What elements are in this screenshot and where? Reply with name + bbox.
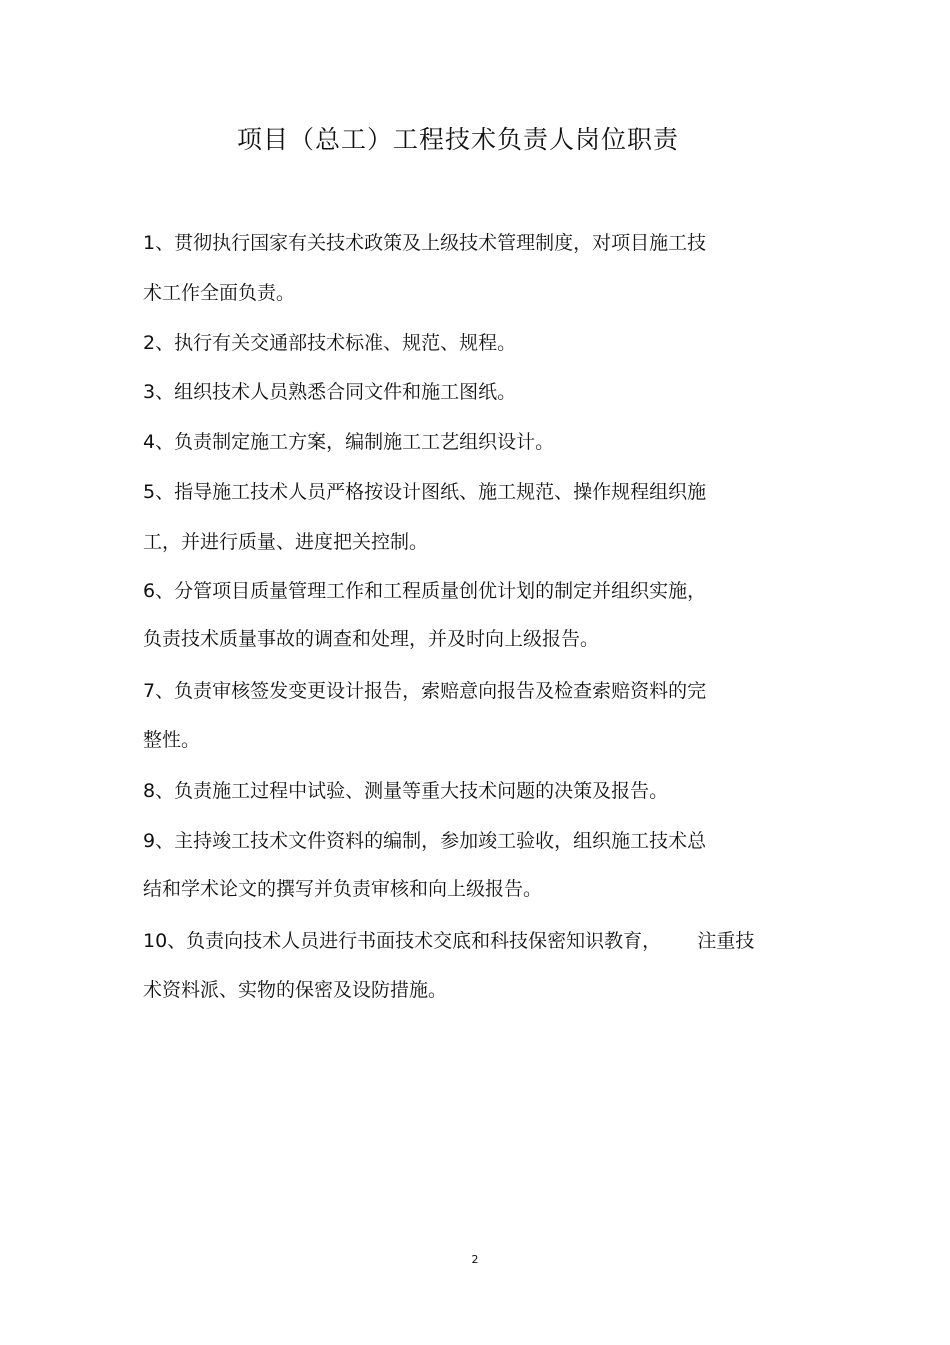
text-line-8: 6、分管项目质量管理工作和工程质量创优计划的制定并组织实施， [143,580,707,602]
text-line-7: 工，并进行质量、进度把关控制。 [143,531,429,553]
text-line-14: 结和学术论文的撰写并负责审核和向上级报告。 [143,878,543,900]
text-line-15: 10、负责向技术人员进行书面技术交底和科技保密知识教育， 注重技 [143,930,755,952]
text-line-1: 1、贯彻执行国家有关技术政策及上级技术管理制度，对项目施工技 [143,232,707,254]
text-line-12: 8、负责施工过程中试验、测量等重大技术问题的决策及报告。 [143,780,669,802]
text-line-6: 5、指导施工技术人员严格按设计图纸、施工规范、操作规程组织施 [143,481,707,503]
document-title: 项目（总工）工程技术负责人岗位职责 [236,125,679,154]
text-line-3: 2、执行有关交通部技术标准、规范、规程。 [143,332,517,354]
text-line-2: 术工作全面负责。 [143,282,296,304]
text-line-16: 术资料派、实物的保密及设防措施。 [143,979,448,1001]
text-line-9: 负责技术质量事故的调查和处理，并及时向上级报告。 [143,628,600,650]
text-line-10: 7、负责审核签发变更设计报告，索赔意向报告及检查索赔资料的完 [143,680,707,702]
page-number: 2 [471,1253,479,1266]
text-line-4: 3、组织技术人员熟悉合同文件和施工图纸。 [143,381,517,403]
text-line-11: 整性。 [143,729,201,751]
text-line-5: 4、负责制定施工方案，编制施工工艺组织设计。 [143,431,555,453]
text-line-13: 9、主持竣工技术文件资料的编制，参加竣工验收，组织施工技术总 [143,830,707,852]
